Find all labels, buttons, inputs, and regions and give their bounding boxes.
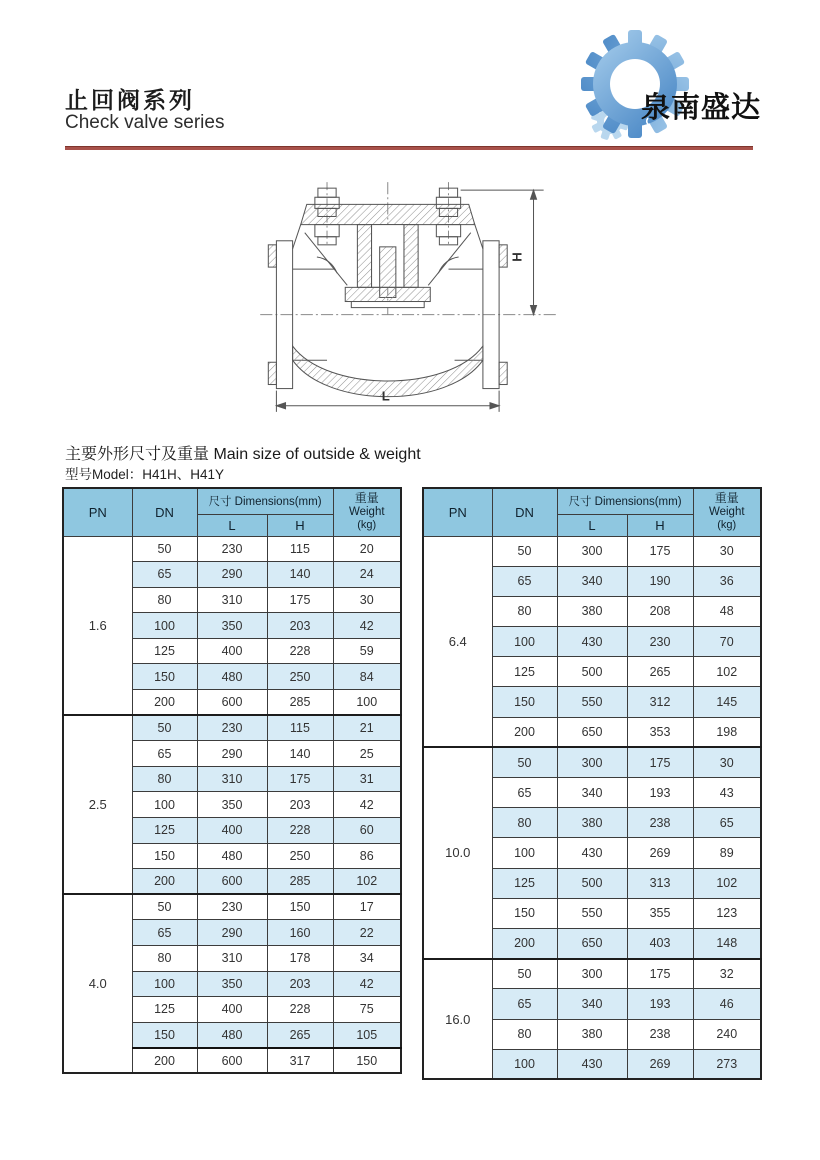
pn-cell: 6.4 — [423, 536, 492, 747]
dn-cell: 200 — [132, 1048, 197, 1074]
dn-cell: 80 — [492, 808, 557, 838]
weight-cell: 84 — [333, 664, 401, 690]
h-header: H — [267, 514, 333, 536]
h-cell: 238 — [627, 1019, 693, 1049]
h-cell: 160 — [267, 920, 333, 946]
pn-cell: 1.6 — [63, 536, 132, 715]
dimensions-table-right — [422, 487, 762, 1080]
logo-company-text: 泉南盛达 — [641, 92, 762, 124]
section-heading: 主要外形尺寸及重量 Main size of outside & weight — [65, 446, 421, 463]
weight-cell: 31 — [333, 766, 401, 792]
dn-cell: 100 — [132, 792, 197, 818]
dn-cell: 150 — [132, 664, 197, 690]
l-cell: 310 — [197, 946, 267, 972]
weight-header-zh: 重量 — [714, 491, 739, 506]
h-cell: 355 — [627, 898, 693, 928]
l-cell: 230 — [197, 715, 267, 741]
dn-cell: 200 — [492, 928, 557, 958]
l-cell: 230 — [197, 894, 267, 920]
dn-header: DN — [492, 488, 557, 536]
dn-cell: 80 — [132, 587, 197, 613]
h-cell: 238 — [627, 808, 693, 838]
weight-header — [333, 488, 401, 536]
l-cell: 400 — [197, 638, 267, 664]
l-cell: 500 — [557, 868, 627, 898]
weight-cell: 273 — [693, 1049, 761, 1079]
l-cell: 380 — [557, 1019, 627, 1049]
h-cell: 203 — [267, 971, 333, 997]
l-cell: 600 — [197, 869, 267, 895]
h-cell: 230 — [627, 627, 693, 657]
dn-cell: 125 — [492, 868, 557, 898]
weight-cell: 75 — [333, 997, 401, 1023]
dn-cell: 80 — [132, 766, 197, 792]
l-cell: 550 — [557, 898, 627, 928]
l-cell: 340 — [557, 989, 627, 1019]
dim-label-h: H — [509, 252, 525, 262]
weight-cell: 150 — [333, 1048, 401, 1074]
dn-cell: 65 — [132, 562, 197, 588]
dn-cell: 65 — [132, 741, 197, 767]
dn-cell: 100 — [132, 613, 197, 639]
weight-cell: 105 — [333, 1022, 401, 1048]
h-cell: 403 — [627, 928, 693, 958]
weight-cell: 22 — [333, 920, 401, 946]
dn-cell: 100 — [492, 1049, 557, 1079]
weight-cell: 17 — [333, 894, 401, 920]
pn-cell: 10.0 — [423, 747, 492, 958]
dn-cell: 50 — [492, 536, 557, 566]
l-cell: 600 — [197, 1048, 267, 1074]
l-cell: 380 — [557, 808, 627, 838]
h-cell: 175 — [267, 766, 333, 792]
h-cell: 178 — [267, 946, 333, 972]
table-row — [423, 536, 761, 566]
pn-header: PN — [423, 488, 492, 536]
l-cell: 290 — [197, 562, 267, 588]
title-underline — [65, 146, 753, 150]
l-cell: 230 — [197, 536, 267, 562]
weight-cell: 65 — [693, 808, 761, 838]
l-cell: 310 — [197, 587, 267, 613]
dn-cell: 125 — [132, 818, 197, 844]
weight-cell: 240 — [693, 1019, 761, 1049]
weight-cell: 59 — [333, 638, 401, 664]
l-cell: 340 — [557, 566, 627, 596]
l-cell: 350 — [197, 613, 267, 639]
weight-cell: 86 — [333, 843, 401, 869]
weight-cell: 42 — [333, 792, 401, 818]
header-row-1 — [63, 488, 401, 514]
weight-cell: 148 — [693, 928, 761, 958]
dn-cell: 65 — [492, 566, 557, 596]
weight-cell: 198 — [693, 717, 761, 747]
weight-header-en: Weight — [708, 506, 745, 519]
h-cell: 285 — [267, 869, 333, 895]
l-cell: 290 — [197, 920, 267, 946]
table-row — [63, 536, 401, 562]
l-cell: 500 — [557, 657, 627, 687]
dn-cell: 100 — [492, 627, 557, 657]
h-cell: 193 — [627, 778, 693, 808]
weight-cell: 48 — [693, 596, 761, 626]
h-cell: 313 — [627, 868, 693, 898]
h-cell: 175 — [267, 587, 333, 613]
h-cell: 190 — [627, 566, 693, 596]
dn-cell: 150 — [492, 687, 557, 717]
l-cell: 480 — [197, 843, 267, 869]
l-cell: 430 — [557, 627, 627, 657]
h-cell: 203 — [267, 792, 333, 818]
valve-drawing — [256, 176, 560, 424]
h-cell: 228 — [267, 997, 333, 1023]
dn-cell: 65 — [132, 920, 197, 946]
h-cell: 317 — [267, 1048, 333, 1074]
h-cell: 265 — [267, 1022, 333, 1048]
dimensions-header: 尺寸 Dimensions(mm) — [557, 488, 693, 514]
h-cell: 250 — [267, 664, 333, 690]
weight-cell: 60 — [333, 818, 401, 844]
weight-cell: 30 — [693, 536, 761, 566]
dn-cell: 150 — [132, 1022, 197, 1048]
l-cell: 480 — [197, 1022, 267, 1048]
weight-cell: 123 — [693, 898, 761, 928]
l-cell: 310 — [197, 766, 267, 792]
dn-cell: 50 — [492, 959, 557, 989]
dn-cell: 200 — [132, 690, 197, 716]
h-cell: 115 — [267, 715, 333, 741]
weight-cell: 102 — [333, 869, 401, 895]
weight-cell: 34 — [333, 946, 401, 972]
l-cell: 400 — [197, 997, 267, 1023]
h-cell: 269 — [627, 838, 693, 868]
h-cell: 203 — [267, 613, 333, 639]
dn-cell: 125 — [132, 997, 197, 1023]
dn-cell: 50 — [132, 715, 197, 741]
weight-cell: 102 — [693, 657, 761, 687]
table-row — [423, 959, 761, 989]
dn-cell: 100 — [132, 971, 197, 997]
dn-cell: 80 — [492, 1019, 557, 1049]
h-cell: 208 — [627, 596, 693, 626]
dn-cell: 150 — [132, 843, 197, 869]
dn-cell: 125 — [492, 657, 557, 687]
dn-cell: 100 — [492, 838, 557, 868]
dimensions-header: 尺寸 Dimensions(mm) — [197, 488, 333, 514]
h-cell: 140 — [267, 562, 333, 588]
weight-cell: 46 — [693, 989, 761, 1019]
pn-cell: 2.5 — [63, 715, 132, 894]
l-cell: 300 — [557, 536, 627, 566]
pn-header: PN — [63, 488, 132, 536]
h-cell: 115 — [267, 536, 333, 562]
weight-cell: 24 — [333, 562, 401, 588]
page-title-en: Check valve series — [65, 112, 225, 133]
l-cell: 350 — [197, 971, 267, 997]
weight-cell: 20 — [333, 536, 401, 562]
weight-header — [693, 488, 761, 536]
l-cell: 340 — [557, 778, 627, 808]
l-cell: 480 — [197, 664, 267, 690]
l-cell: 300 — [557, 747, 627, 777]
table-row — [63, 894, 401, 920]
dn-cell: 80 — [132, 946, 197, 972]
weight-header-zh: 重量 — [354, 491, 379, 506]
weight-cell: 89 — [693, 838, 761, 868]
dn-cell: 150 — [492, 898, 557, 928]
h-cell: 175 — [627, 747, 693, 777]
dn-header: DN — [132, 488, 197, 536]
header-row-1 — [423, 488, 761, 514]
l-cell: 550 — [557, 687, 627, 717]
l-cell: 400 — [197, 818, 267, 844]
l-cell: 300 — [557, 959, 627, 989]
weight-cell: 42 — [333, 613, 401, 639]
l-cell: 650 — [557, 928, 627, 958]
h-cell: 150 — [267, 894, 333, 920]
weight-cell: 32 — [693, 959, 761, 989]
h-cell: 193 — [627, 989, 693, 1019]
h-cell: 175 — [627, 959, 693, 989]
dim-label-l: L — [381, 388, 390, 404]
pn-cell: 4.0 — [63, 894, 132, 1073]
h-header: H — [627, 514, 693, 536]
weight-cell: 145 — [693, 687, 761, 717]
h-cell: 265 — [627, 657, 693, 687]
l-cell: 350 — [197, 792, 267, 818]
dn-cell: 200 — [492, 717, 557, 747]
weight-cell: 36 — [693, 566, 761, 596]
h-cell: 140 — [267, 741, 333, 767]
h-cell: 312 — [627, 687, 693, 717]
bolt-right — [436, 188, 460, 245]
table-row — [63, 715, 401, 741]
weight-cell: 102 — [693, 868, 761, 898]
h-cell: 353 — [627, 717, 693, 747]
dn-cell: 200 — [132, 869, 197, 895]
dn-cell: 125 — [132, 638, 197, 664]
l-cell: 430 — [557, 838, 627, 868]
l-cell: 290 — [197, 741, 267, 767]
h-cell: 228 — [267, 638, 333, 664]
weight-header-unit: (kg) — [357, 519, 377, 532]
dn-cell: 65 — [492, 989, 557, 1019]
weight-cell: 25 — [333, 741, 401, 767]
weight-cell: 30 — [333, 587, 401, 613]
dn-cell: 65 — [492, 778, 557, 808]
page-title-zh: 止回阀系列 — [65, 87, 195, 113]
h-cell: 175 — [627, 536, 693, 566]
dn-cell: 80 — [492, 596, 557, 626]
model-line: 型号Model：H41H、H41Y — [65, 467, 225, 482]
l-cell: 430 — [557, 1049, 627, 1079]
h-cell: 228 — [267, 818, 333, 844]
weight-cell: 30 — [693, 747, 761, 777]
weight-cell: 42 — [333, 971, 401, 997]
h-cell: 285 — [267, 690, 333, 716]
bolt-left — [315, 188, 339, 245]
weight-cell: 21 — [333, 715, 401, 741]
h-cell: 250 — [267, 843, 333, 869]
l-header: L — [557, 514, 627, 536]
l-header: L — [197, 514, 267, 536]
l-cell: 650 — [557, 717, 627, 747]
weight-header-en: Weight — [348, 506, 385, 519]
dn-cell: 50 — [492, 747, 557, 777]
pn-cell: 16.0 — [423, 959, 492, 1080]
dn-cell: 50 — [132, 536, 197, 562]
h-cell: 269 — [627, 1049, 693, 1079]
weight-cell: 70 — [693, 627, 761, 657]
dimensions-table-left — [62, 487, 402, 1074]
weight-cell: 100 — [333, 690, 401, 716]
l-cell: 380 — [557, 596, 627, 626]
table-row — [423, 747, 761, 777]
l-cell: 600 — [197, 690, 267, 716]
dn-cell: 50 — [132, 894, 197, 920]
weight-header-unit: (kg) — [717, 519, 737, 532]
weight-cell: 43 — [693, 778, 761, 808]
